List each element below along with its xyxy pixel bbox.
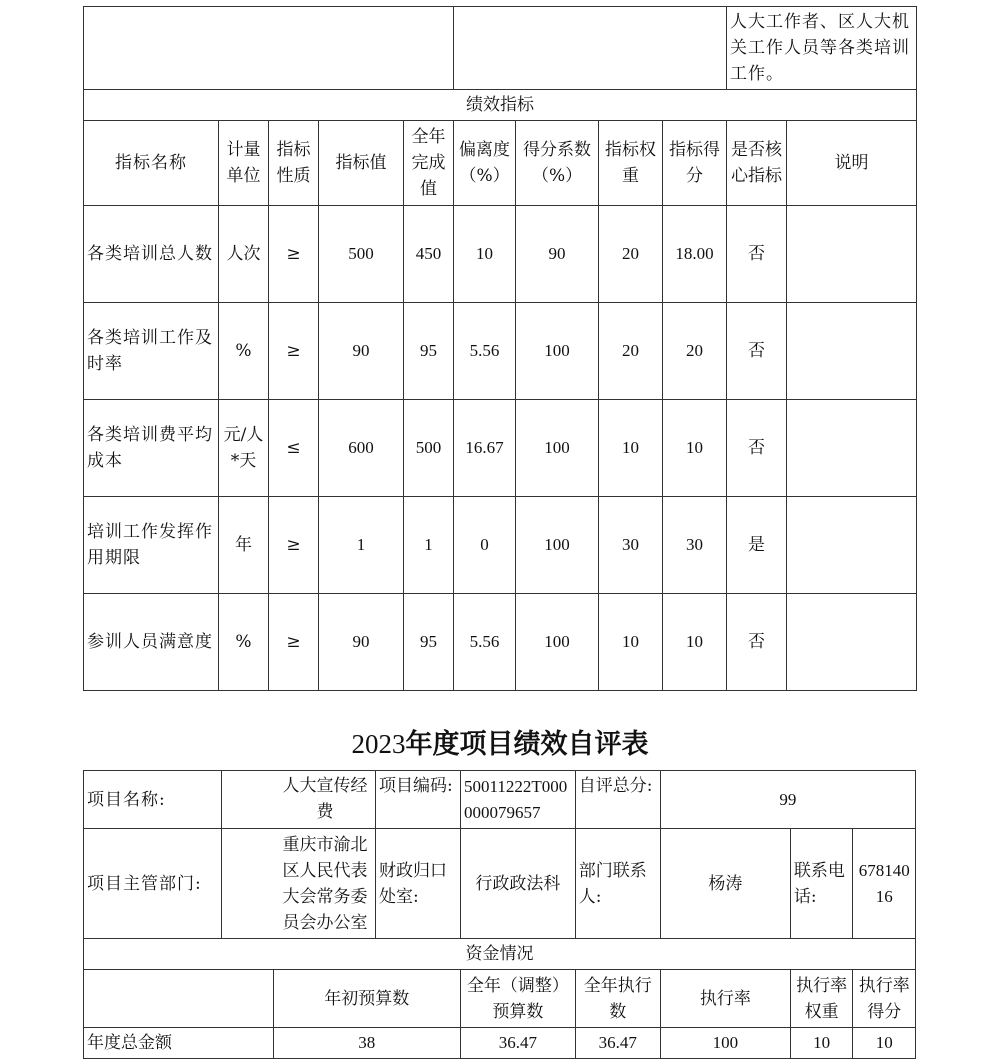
indicator-name: 培训工作发挥作用期限 <box>84 497 219 594</box>
indicator-core: 否 <box>727 303 787 400</box>
indicator-coef: 100 <box>516 400 599 497</box>
contact-value: 杨涛 <box>660 829 790 939</box>
funds-row-label: 年度总金额 <box>84 1028 274 1059</box>
indicator-weight: 10 <box>599 594 663 691</box>
indicator-coef: 100 <box>516 497 599 594</box>
table-row <box>84 206 917 303</box>
col-header-name: 指标名称 <box>84 121 219 206</box>
form-title <box>0 724 1000 765</box>
indicator-nature: ≥ <box>269 594 319 691</box>
office-value: 行政政法科 <box>461 829 576 939</box>
self-evaluation-table <box>83 770 916 1059</box>
funds-col-rate: 执行率 <box>660 970 790 1028</box>
col-header-weight: 指标权重 <box>599 121 663 206</box>
indicator-unit: 元/人*天 <box>219 400 269 497</box>
indicator-score: 20 <box>663 303 727 400</box>
project-code-label: 项目编码: <box>375 771 460 829</box>
top-text: 人大工作者、区人大机关工作人员等各类培训工作。 <box>727 7 917 90</box>
table-row <box>84 594 917 691</box>
funds-rate-score-value: 10 <box>853 1028 916 1059</box>
indicator-coef: 100 <box>516 594 599 691</box>
indicator-target: 600 <box>319 400 404 497</box>
phone-label: 联系电话: <box>790 829 853 939</box>
funds-initial-value: 38 <box>273 1028 460 1059</box>
indicator-coef: 90 <box>516 206 599 303</box>
indicator-score: 30 <box>663 497 727 594</box>
indicator-weight: 20 <box>599 206 663 303</box>
indicator-unit: 人次 <box>219 206 269 303</box>
self-score-value: 99 <box>660 771 915 829</box>
office-label: 财政归口处室: <box>375 829 460 939</box>
indicator-note <box>787 400 917 497</box>
indicator-deviation: 16.67 <box>454 400 516 497</box>
indicator-unit: 年 <box>219 497 269 594</box>
funds-col-executed: 全年执行数 <box>575 970 660 1028</box>
section-header-row <box>84 90 917 121</box>
indicator-nature: ≥ <box>269 497 319 594</box>
indicator-nature: ≥ <box>269 303 319 400</box>
indicator-score: 18.00 <box>663 206 727 303</box>
project-name-text: 人大宣传经费 <box>282 776 368 822</box>
indicator-note <box>787 497 917 594</box>
project-name-value <box>222 771 376 829</box>
indicator-name: 各类培训工作及时率 <box>84 303 219 400</box>
table-row <box>84 303 917 400</box>
indicator-actual: 95 <box>404 303 454 400</box>
indicator-name: 各类培训总人数 <box>84 206 219 303</box>
project-info-row <box>84 771 916 829</box>
empty-cell <box>84 970 274 1028</box>
funds-col-rate-score: 执行率得分 <box>853 970 916 1028</box>
funds-rate-value: 100 <box>660 1028 790 1059</box>
self-score-label: 自评总分: <box>575 771 660 829</box>
funds-col-rate-weight: 执行率权重 <box>790 970 853 1028</box>
indicator-coef: 100 <box>516 303 599 400</box>
indicator-target: 90 <box>319 594 404 691</box>
indicator-nature: ≤ <box>269 400 319 497</box>
indicator-deviation: 5.56 <box>454 303 516 400</box>
project-name-label: 项目名称: <box>84 771 222 829</box>
col-header-actual: 全年完成值 <box>404 121 454 206</box>
indicator-note <box>787 594 917 691</box>
indicator-deviation: 5.56 <box>454 594 516 691</box>
col-header-note: 说明 <box>787 121 917 206</box>
col-header-coef: 得分系数（%） <box>516 121 599 206</box>
indicator-weight: 20 <box>599 303 663 400</box>
funds-adjusted-value: 36.47 <box>461 1028 576 1059</box>
table-row <box>84 497 917 594</box>
indicator-nature: ≥ <box>269 206 319 303</box>
col-header-target: 指标值 <box>319 121 404 206</box>
funds-col-initial: 年初预算数 <box>273 970 460 1028</box>
dept-label: 项目主管部门: <box>84 829 222 939</box>
indicator-name: 参训人员满意度 <box>84 594 219 691</box>
funds-total-row <box>84 1028 916 1059</box>
funds-col-adjusted: 全年（调整）预算数 <box>461 970 576 1028</box>
dept-info-row <box>84 829 916 939</box>
phone-value: 67814016 <box>853 829 916 939</box>
col-header-deviation: 偏离度（%） <box>454 121 516 206</box>
indicator-unit: % <box>219 594 269 691</box>
col-header-nature: 指标性质 <box>269 121 319 206</box>
indicator-actual: 450 <box>404 206 454 303</box>
top-text-row <box>84 7 917 90</box>
form-title-text: 年度项目绩效自评表 <box>405 729 649 760</box>
indicator-weight: 10 <box>599 400 663 497</box>
indicator-target: 90 <box>319 303 404 400</box>
indicator-deviation: 10 <box>454 206 516 303</box>
project-code-value: 50011222T000000079657 <box>461 771 576 829</box>
indicator-actual: 1 <box>404 497 454 594</box>
dept-value <box>222 829 376 939</box>
indicator-note <box>787 303 917 400</box>
indicator-core: 否 <box>727 206 787 303</box>
col-header-core: 是否核心指标 <box>727 121 787 206</box>
col-header-score: 指标得分 <box>663 121 727 206</box>
indicator-target: 1 <box>319 497 404 594</box>
indicator-target: 500 <box>319 206 404 303</box>
indicator-weight: 30 <box>599 497 663 594</box>
funds-header-row <box>84 939 916 970</box>
indicator-unit: % <box>219 303 269 400</box>
indicator-score: 10 <box>663 594 727 691</box>
empty-cell <box>84 7 454 90</box>
table-row <box>84 400 917 497</box>
funds-executed-value: 36.47 <box>575 1028 660 1059</box>
indicator-deviation: 0 <box>454 497 516 594</box>
column-header-row <box>84 121 917 206</box>
indicator-actual: 95 <box>404 594 454 691</box>
funds-column-row <box>84 970 916 1028</box>
col-header-unit: 计量单位 <box>219 121 269 206</box>
contact-label: 部门联系人: <box>575 829 660 939</box>
indicator-note <box>787 206 917 303</box>
indicator-actual: 500 <box>404 400 454 497</box>
funds-header: 资金情况 <box>84 939 916 970</box>
dept-text: 重庆市渝北区人民代表大会常务委员会办公室 <box>282 834 368 933</box>
empty-cell <box>454 7 727 90</box>
funds-rate-weight-value: 10 <box>790 1028 853 1059</box>
indicator-core: 是 <box>727 497 787 594</box>
indicator-score: 10 <box>663 400 727 497</box>
performance-indicator-table <box>83 6 917 691</box>
indicator-name: 各类培训费平均成本 <box>84 400 219 497</box>
indicator-core: 否 <box>727 400 787 497</box>
perf-header: 绩效指标 <box>84 90 917 121</box>
form-title-year: 2023 <box>351 729 406 759</box>
indicator-core: 否 <box>727 594 787 691</box>
